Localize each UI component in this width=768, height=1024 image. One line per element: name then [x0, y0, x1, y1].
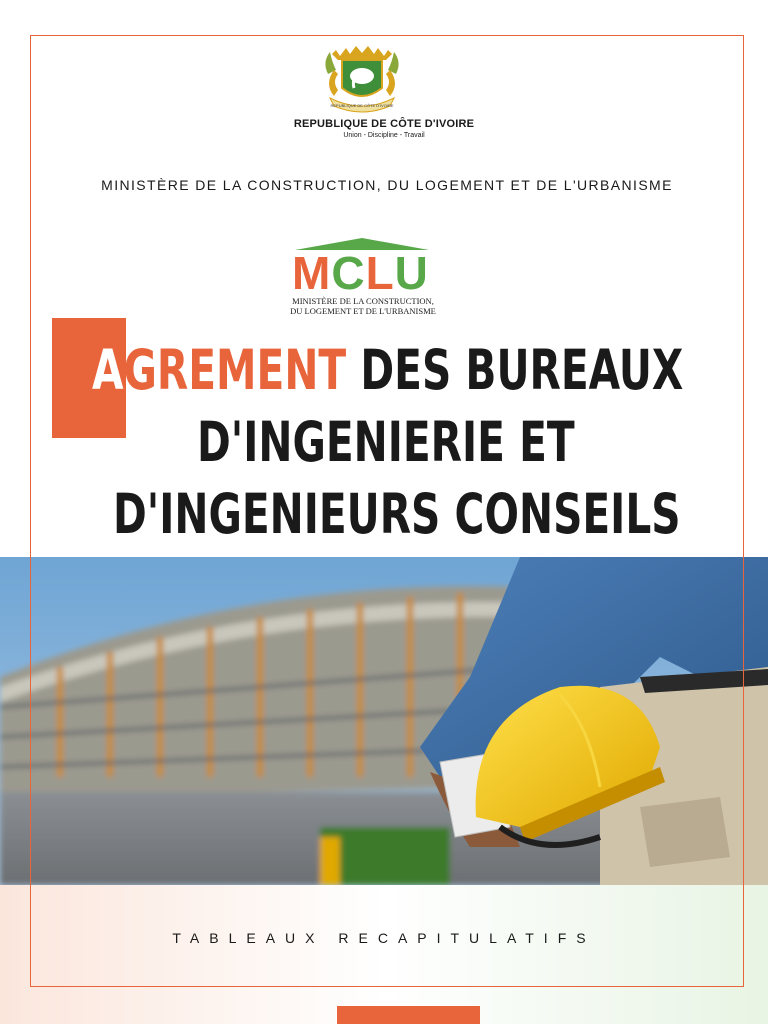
logo-subtitle-line1: MINISTÈRE DE LA CONSTRUCTION, — [292, 296, 434, 306]
title-line-1 — [92, 338, 683, 402]
logo-subtitle-line2: DU LOGEMENT ET DE L'URBANISME — [290, 306, 436, 316]
logo-letter-c: C — [331, 247, 366, 299]
national-motto: Union - Discipline - Travail — [343, 132, 425, 139]
title-line-2: D'INGENIERIE ET — [197, 410, 575, 474]
bottom-band — [0, 885, 768, 1024]
coat-of-arms-emblem — [316, 44, 408, 116]
logo-letter-l: L — [365, 247, 395, 299]
republic-name: REPUBLIQUE DE CÔTE D'IVOIRE — [293, 118, 475, 130]
ministry-name: MINISTÈRE DE LA CONSTRUCTION, DU LOGEMENT ET DE L'URBANISME — [101, 177, 673, 193]
logo-letter-u: U — [394, 247, 429, 299]
mclu-logo — [292, 249, 429, 297]
bottom-tab-accent — [337, 1006, 480, 1024]
logo-subtitle — [270, 296, 456, 316]
construction-worker-photo — [0, 557, 768, 885]
title-first-letter: A — [92, 338, 124, 402]
logo-letter-m: M — [292, 247, 332, 299]
title-accent-word: GREMENT — [123, 338, 347, 402]
title-line1-rest: DES BUREAUX — [346, 338, 684, 402]
title-line-3: D'INGENIEURS CONSEILS — [113, 482, 681, 546]
emblem-ribbon-text: REPUBLIQUE DE CÔTE D'IVOIRE — [330, 103, 394, 108]
document-subtitle: TABLEAUX RECAPITULATIFS — [172, 930, 596, 946]
